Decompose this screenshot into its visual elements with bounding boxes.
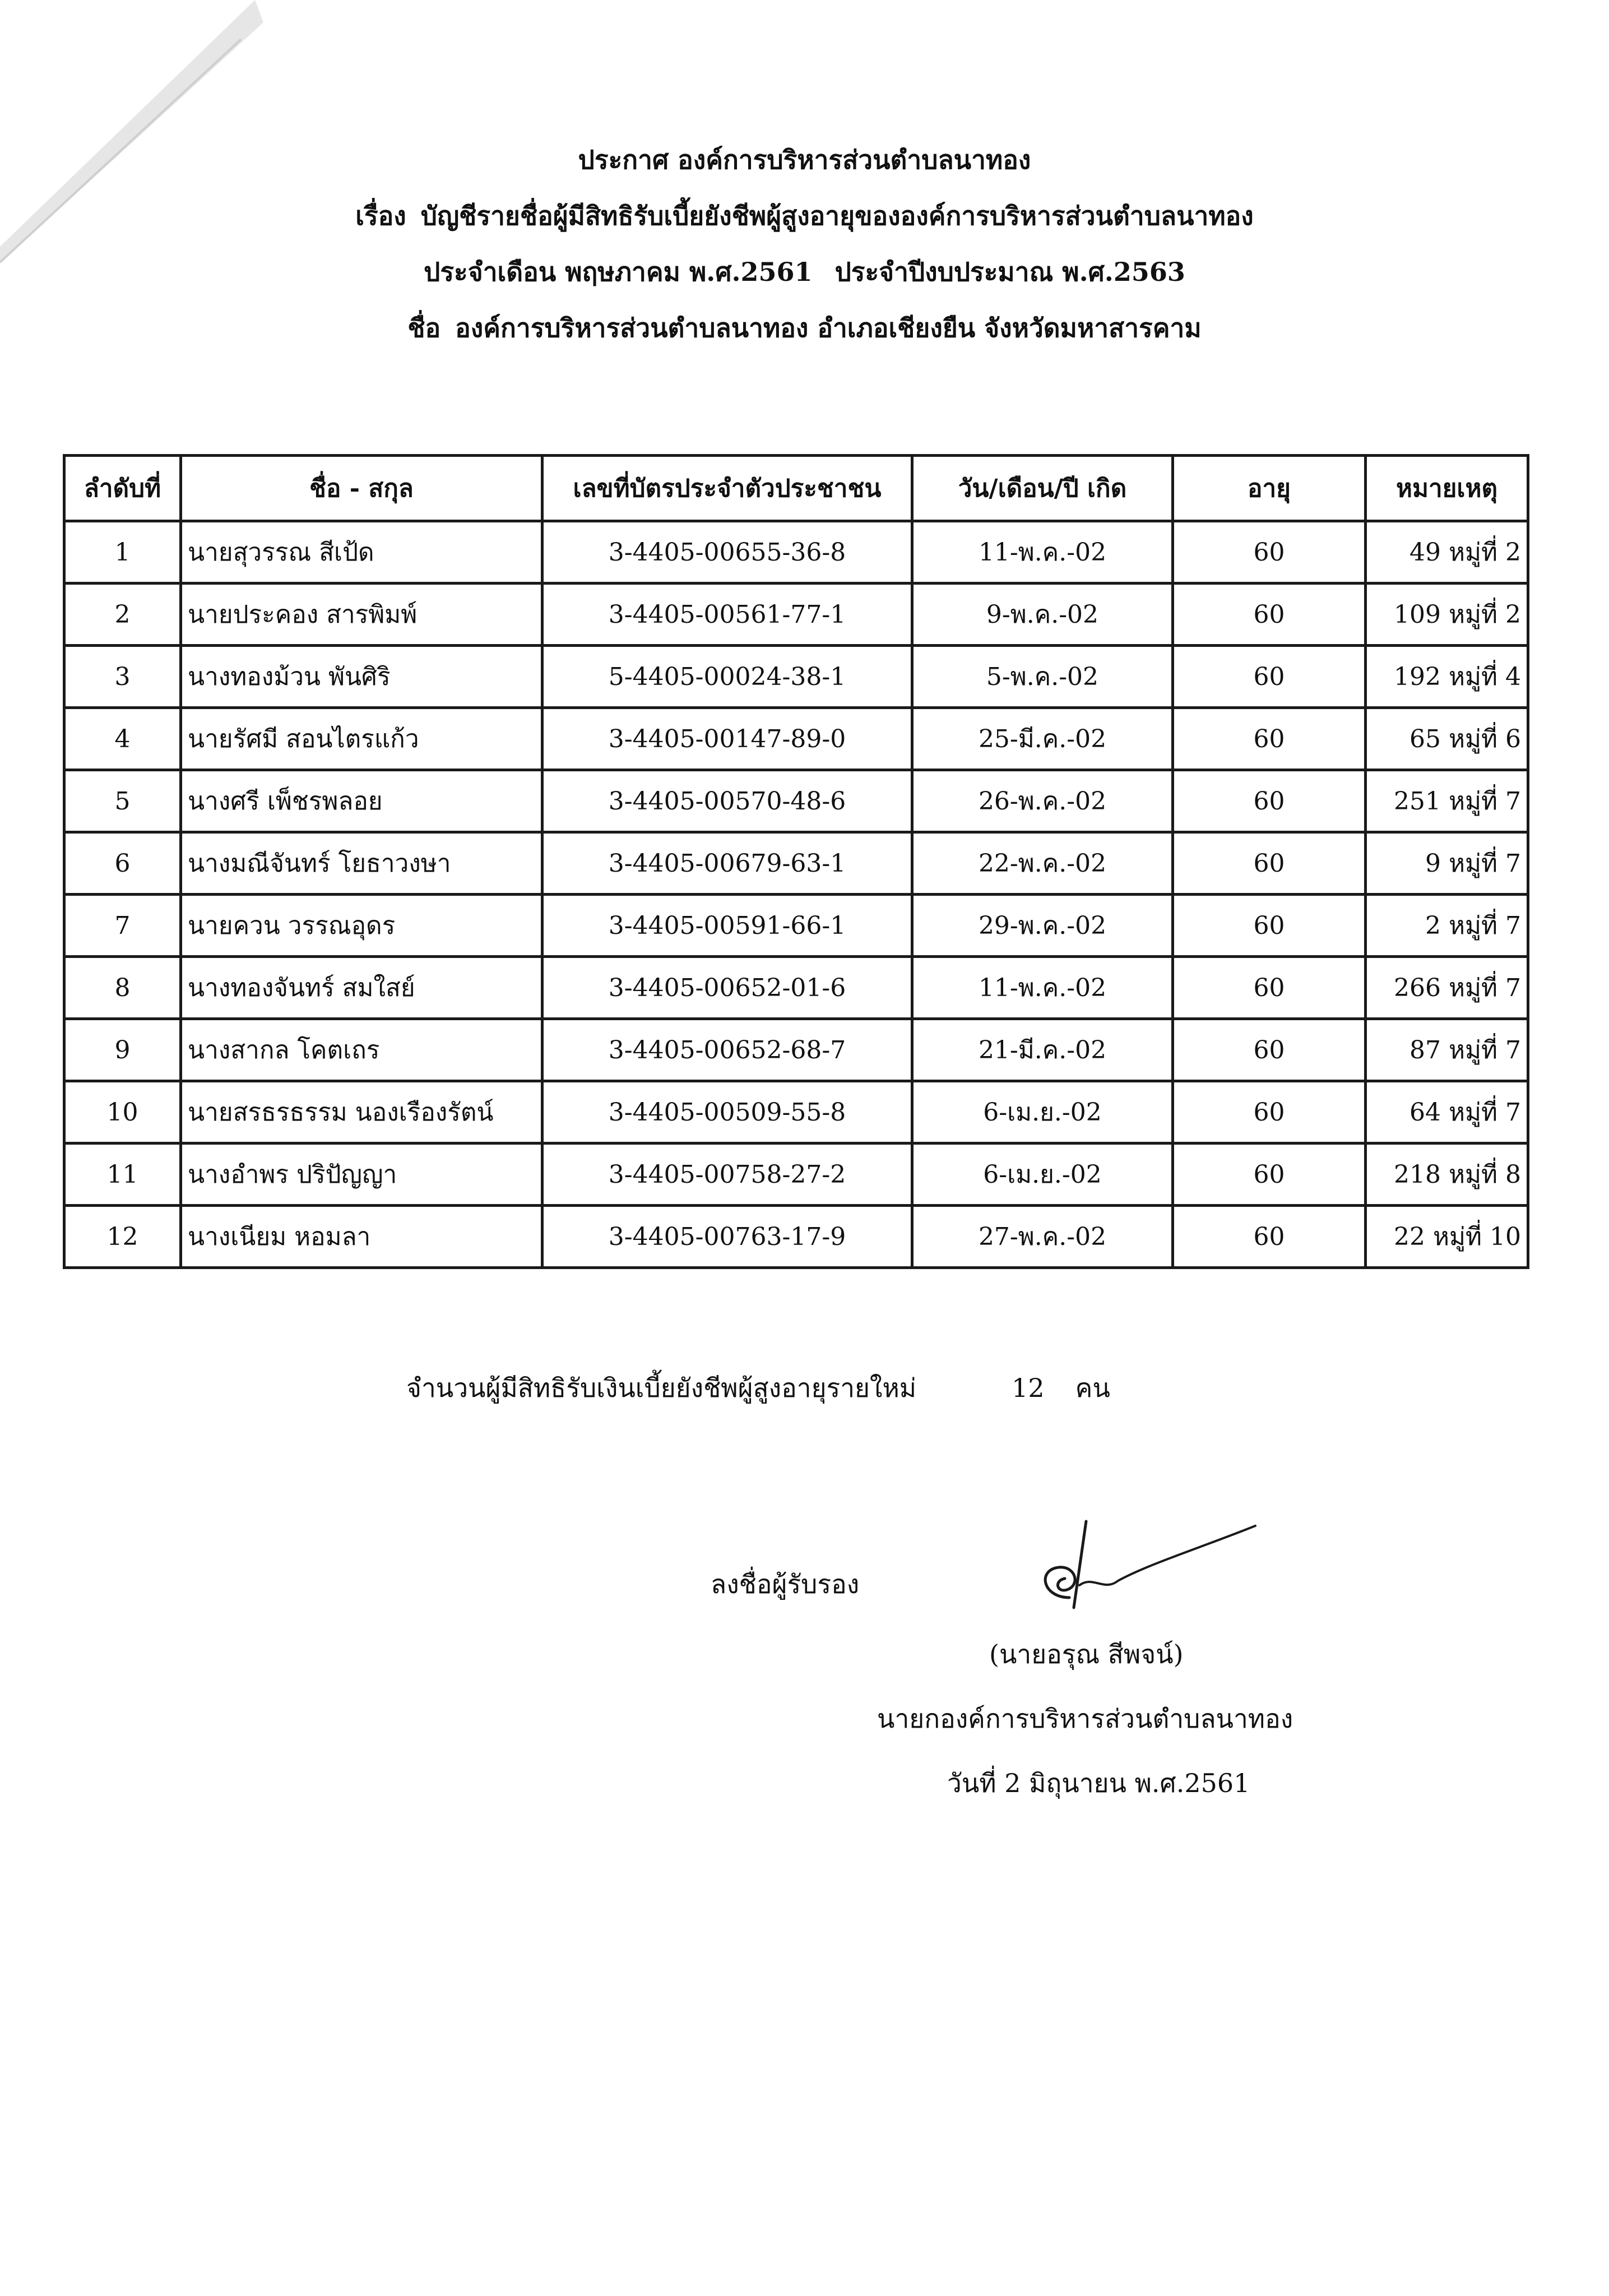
cell-dob: 22-พ.ค.-02 — [912, 832, 1173, 895]
subject-text: บัญชีรายชื่อผู้มีสิทธิรับเบี้ยยังชีพผู้สูงอายุขององค์การบริหารส่วนตำบลนาทอง — [420, 201, 1254, 231]
table-row — [64, 1081, 1528, 1144]
cell-dob: 26-พ.ค.-02 — [912, 770, 1173, 832]
cell-note: 218 หมู่ที่ 8 — [1366, 1144, 1528, 1206]
cell-note: 266 หมู่ที่ 7 — [1366, 957, 1528, 1019]
cell-age: 60 — [1173, 646, 1366, 708]
period-fiscal-year: ประจำปีงบประมาณ พ.ศ.2563 — [834, 257, 1185, 287]
cell-age: 60 — [1173, 1081, 1366, 1144]
table-header-row — [64, 456, 1528, 521]
cell-no: 10 — [64, 1081, 181, 1144]
cell-dob: 25-มี.ค.-02 — [912, 708, 1173, 770]
cell-note: 87 หมู่ที่ 7 — [1366, 1019, 1528, 1081]
cell-name: นางเนียม หอมลา — [181, 1206, 542, 1268]
document-header — [0, 132, 1609, 356]
cell-age: 60 — [1173, 1019, 1366, 1081]
cell-dob: 6-เม.ย.-02 — [912, 1081, 1173, 1144]
cell-name: นายควน วรรณอุดร — [181, 895, 542, 957]
beneficiary-table — [63, 454, 1529, 1269]
summary-label: จำนวนผู้มีสิทธิรับเงินเบี้ยยังชีพผู้สูงอายุรายใหม่ — [406, 1373, 917, 1403]
table-row — [64, 708, 1528, 770]
cell-name: นางศรี เพ็ชรพลอย — [181, 770, 542, 832]
col-header-dob: วัน/เดือน/ปี เกิด — [912, 456, 1173, 521]
cell-no: 4 — [64, 708, 181, 770]
cell-id: 3-4405-00758-27-2 — [542, 1144, 912, 1206]
cell-age: 60 — [1173, 832, 1366, 895]
cell-note: 65 หมู่ที่ 6 — [1366, 708, 1528, 770]
summary-unit: คน — [1075, 1373, 1110, 1403]
cell-id: 3-4405-00591-66-1 — [542, 895, 912, 957]
handwritten-signature — [1020, 1513, 1267, 1620]
period-month: ประจำเดือน พฤษภาคม พ.ศ.2561 — [424, 257, 813, 287]
header-subject — [0, 188, 1609, 244]
cell-age: 60 — [1173, 584, 1366, 646]
cell-age: 60 — [1173, 708, 1366, 770]
cell-note: 22 หมู่ที่ 10 — [1366, 1206, 1528, 1268]
cell-dob: 11-พ.ค.-02 — [912, 957, 1173, 1019]
table-row — [64, 584, 1528, 646]
cell-id: 3-4405-00652-68-7 — [542, 1019, 912, 1081]
cell-dob: 11-พ.ค.-02 — [912, 521, 1173, 584]
cell-no: 5 — [64, 770, 181, 832]
organization-text: องค์การบริหารส่วนตำบลนาทอง อำเภอเชียงยืน จังหวัดมหาสารคาม — [455, 313, 1202, 343]
cell-note: 251 หมู่ที่ 7 — [1366, 770, 1528, 832]
cell-no: 11 — [64, 1144, 181, 1206]
cell-id: 3-4405-00652-01-6 — [542, 957, 912, 1019]
cell-name: นายสุวรรณ สีเป้ด — [181, 521, 542, 584]
col-header-age: อายุ — [1173, 456, 1366, 521]
header-organization — [0, 300, 1609, 356]
organization-label: ชื่อ — [407, 313, 441, 343]
cell-age: 60 — [1173, 770, 1366, 832]
cell-no: 1 — [64, 521, 181, 584]
table-row — [64, 646, 1528, 708]
signatory-name: (นายอรุณ สีพจน์) — [989, 1639, 1184, 1669]
cell-age: 60 — [1173, 1206, 1366, 1268]
cell-id: 5-4405-00024-38-1 — [542, 646, 912, 708]
cell-note: 49 หมู่ที่ 2 — [1366, 521, 1528, 584]
cell-dob: 9-พ.ค.-02 — [912, 584, 1173, 646]
cell-age: 60 — [1173, 957, 1366, 1019]
col-header-name: ชื่อ - สกุล — [181, 456, 542, 521]
cell-no: 2 — [64, 584, 181, 646]
cell-id: 3-4405-00509-55-8 — [542, 1081, 912, 1144]
cell-name: นายรัศมี สอนไตรแก้ว — [181, 708, 542, 770]
cell-age: 60 — [1173, 521, 1366, 584]
col-header-id: เลขที่บัตรประจำตัวประชาชน — [542, 456, 912, 521]
table-row — [64, 1206, 1528, 1268]
table-row — [64, 832, 1528, 895]
cell-name: นางอำพร ปริปัญญา — [181, 1144, 542, 1206]
beneficiary-summary — [406, 1368, 1110, 1409]
table-row — [64, 1019, 1528, 1081]
cell-dob: 5-พ.ค.-02 — [912, 646, 1173, 708]
cell-no: 3 — [64, 646, 181, 708]
certify-label: ลงชื่อผู้รับรอง — [711, 1569, 860, 1599]
cell-name: นายประคอง สารพิมพ์ — [181, 584, 542, 646]
cell-name: นางทองจันทร์ สมใสย์ — [181, 957, 542, 1019]
cell-dob: 21-มี.ค.-02 — [912, 1019, 1173, 1081]
cell-no: 12 — [64, 1206, 181, 1268]
cell-name: นายสรธรธรรม นองเรืองรัตน์ — [181, 1081, 542, 1144]
cell-id: 3-4405-00763-17-9 — [542, 1206, 912, 1268]
cell-dob: 29-พ.ค.-02 — [912, 895, 1173, 957]
cell-note: 2 หมู่ที่ 7 — [1366, 895, 1528, 957]
cell-note: 9 หมู่ที่ 7 — [1366, 832, 1528, 895]
table-row — [64, 521, 1528, 584]
cell-no: 7 — [64, 895, 181, 957]
table-row — [64, 770, 1528, 832]
col-header-note: หมายเหตุ — [1366, 456, 1528, 521]
cell-age: 60 — [1173, 895, 1366, 957]
col-header-no: ลำดับที่ — [64, 456, 181, 521]
cell-no: 8 — [64, 957, 181, 1019]
cell-id: 3-4405-00561-77-1 — [542, 584, 912, 646]
cell-name: นางมณีจันทร์ โยธาวงษา — [181, 832, 542, 895]
subject-label: เรื่อง — [355, 201, 406, 231]
header-title — [0, 132, 1609, 188]
cell-age: 60 — [1173, 1144, 1366, 1206]
header-line-1: ประกาศ องค์การบริหารส่วนตำบลนาทอง — [578, 145, 1031, 175]
cell-id: 3-4405-00147-89-0 — [542, 708, 912, 770]
table-row — [64, 895, 1528, 957]
cell-dob: 6-เม.ย.-02 — [912, 1144, 1173, 1206]
header-period — [0, 244, 1609, 300]
cell-name: นางทองม้วน พันศิริ — [181, 646, 542, 708]
cell-no: 9 — [64, 1019, 181, 1081]
cell-no: 6 — [64, 832, 181, 895]
signature-date: วันที่ 2 มิถุนายน พ.ศ.2561 — [947, 1768, 1250, 1798]
cell-id: 3-4405-00679-63-1 — [542, 832, 912, 895]
cell-note: 192 หมู่ที่ 4 — [1366, 646, 1528, 708]
cell-name: นางสากล โคตเถร — [181, 1019, 542, 1081]
table-row — [64, 1144, 1528, 1206]
cell-note: 109 หมู่ที่ 2 — [1366, 584, 1528, 646]
cell-dob: 27-พ.ค.-02 — [912, 1206, 1173, 1268]
cell-id: 3-4405-00570-48-6 — [542, 770, 912, 832]
cell-id: 3-4405-00655-36-8 — [542, 521, 912, 584]
signatory-position: นายกองค์การบริหารส่วนตำบลนาทอง — [877, 1704, 1293, 1734]
summary-count: 12 — [1012, 1373, 1045, 1403]
cell-note: 64 หมู่ที่ 7 — [1366, 1081, 1528, 1144]
table-row — [64, 957, 1528, 1019]
